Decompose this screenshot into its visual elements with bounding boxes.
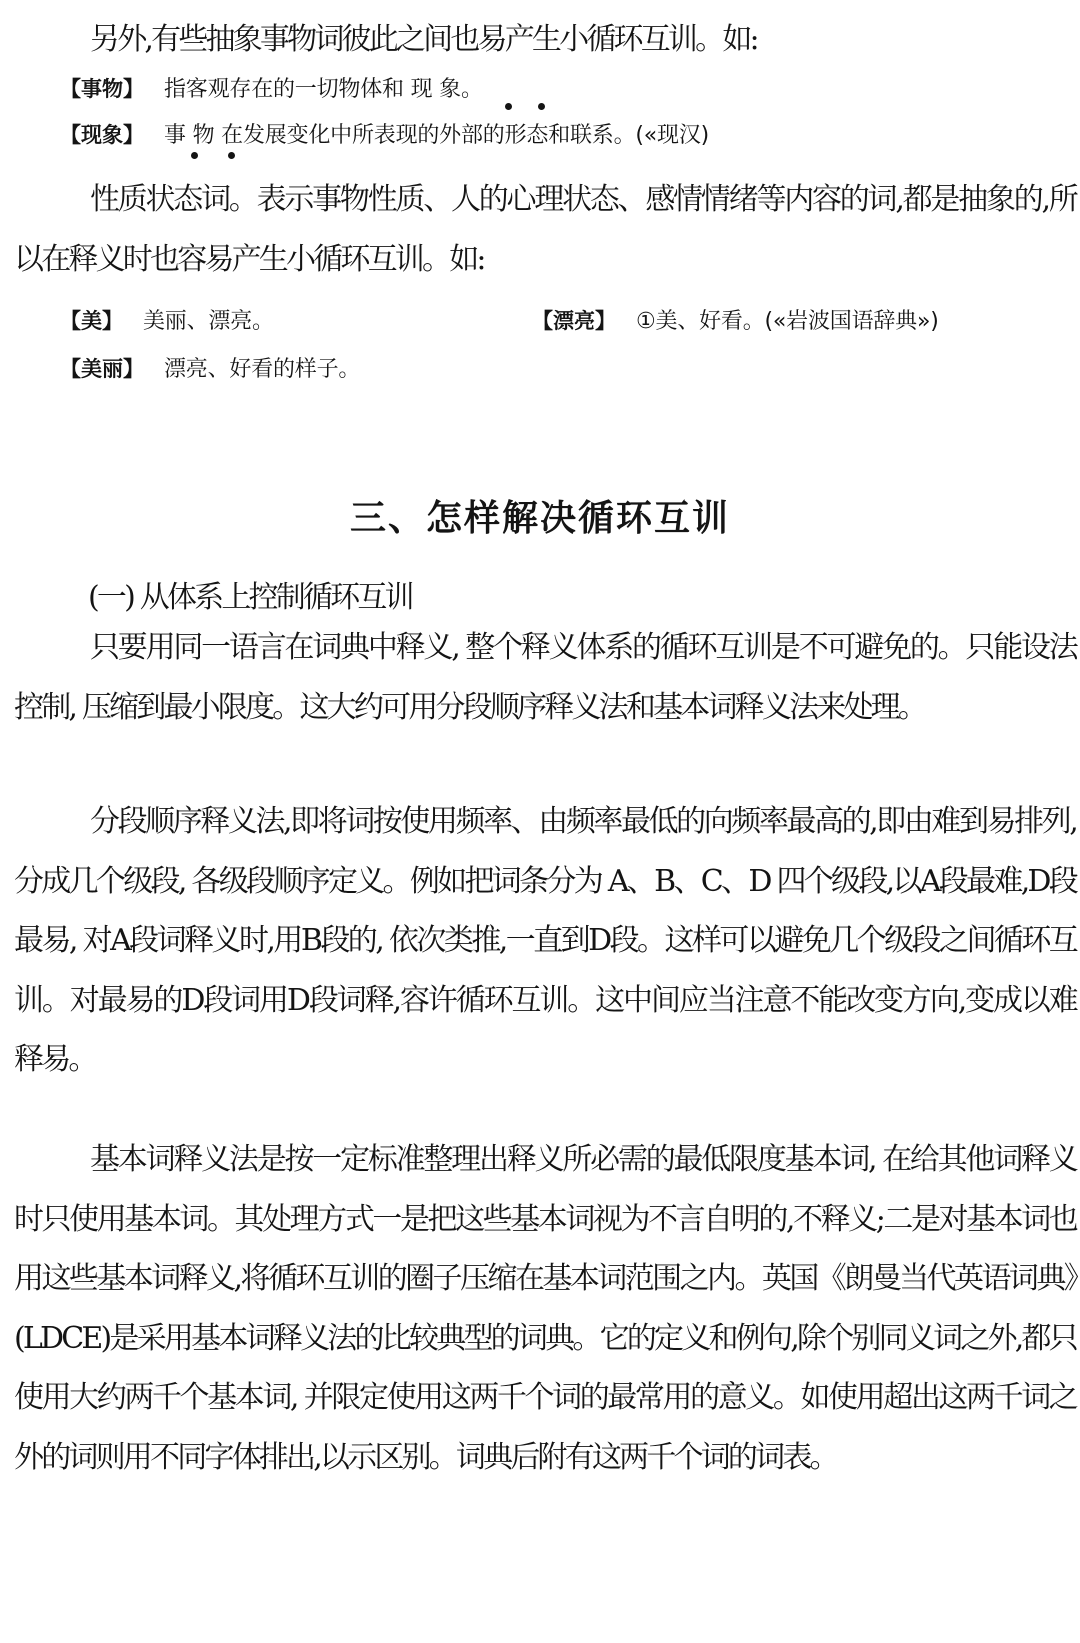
- entry-definition: 事 物 在发展变化中所表现的外部的形态和联系。(«现汉): [164, 123, 710, 148]
- paragraph-property-words: 性质状态词。表示事物性质、人的心理状态、感情情绪等内容的词,都是抽象的,所以在释义时也容易产生小循环互训。如:: [14, 182, 1076, 277]
- entry-definition: 漂亮、好看的样子。: [164, 357, 361, 382]
- emphasis-dot: [538, 103, 545, 110]
- intro-line: 另外,有些抽象事物词彼此之间也易产生小循环互训。如:: [90, 22, 757, 57]
- entry-definition: 指客观存在的一切物体和 现 象。: [164, 77, 483, 102]
- entry-headword: 【美】: [60, 309, 123, 333]
- entry-definition: 美丽、漂亮。: [143, 309, 274, 334]
- paragraph: 基本词释义法是按一定标准整理出释义所必需的最低限度基本词, 在给其他词释义时只使用基本词。其处理方式一是把这些基本词视为不言自明的,不释义;二是对基本词也用这些基本词释义,将循环互训的圈子压缩在基本词范围之内。英国《朗曼当代英语词典》(LDCE)是采用基本词释义法的比较典型的词典。它的定义和例句,除个别同义词之外,都只使用大约两千个基本词, 并限定使用这两千个词的最常用的意义。如使用超出这两千词之外的词则用不同字体排出,以示区别。词典后附有这两千个词的词表。: [14, 1142, 1076, 1475]
- section-heading: 三、怎样解决循环互训: [349, 497, 730, 539]
- entry-definition: ①美、好看。(«岩波国语辞典»): [636, 309, 939, 334]
- emphasis-dot: [228, 152, 235, 159]
- entry-headword: 【现象】: [60, 123, 144, 147]
- emphasis-dot: [191, 152, 198, 159]
- subsection-heading: (一) 从体系上控制循环互训: [88, 580, 412, 615]
- entry-headword: 【事物】: [60, 77, 144, 101]
- entry-headword: 【美丽】: [60, 357, 144, 381]
- dict-entry: [532, 304, 939, 335]
- paragraph: 只要用同一语言在词典中释义, 整个释义体系的循环互训是不可避免的。只能设法控制, 压缩到最小限度。这大约可用分段顺序释义法和基本词释义法来处理。: [14, 630, 1076, 725]
- dict-entry: [60, 72, 483, 103]
- paragraph: 分段顺序释义法,即将词按使用频率、由频率最低的向频率最高的,即由难到易排列,分成几个级段, 各级段顺序定义。例如把词条分为 A、B、C、D 四个级段,以A段最难,D段最易, 对A段词释义时,用B段的, 依次类推,一直到D段。这样可以避免几个级段之间循环互训。对最易的D段词用D段词释,容许循环互训。这中间应当注意不能改变方向,变成以难释易。: [14, 804, 1076, 1077]
- entry-headword: 【漂亮】: [532, 309, 616, 333]
- emphasis-dot: [505, 103, 512, 110]
- dict-entry: [60, 304, 274, 335]
- dict-entry: [60, 352, 360, 383]
- dict-entry: [60, 118, 709, 149]
